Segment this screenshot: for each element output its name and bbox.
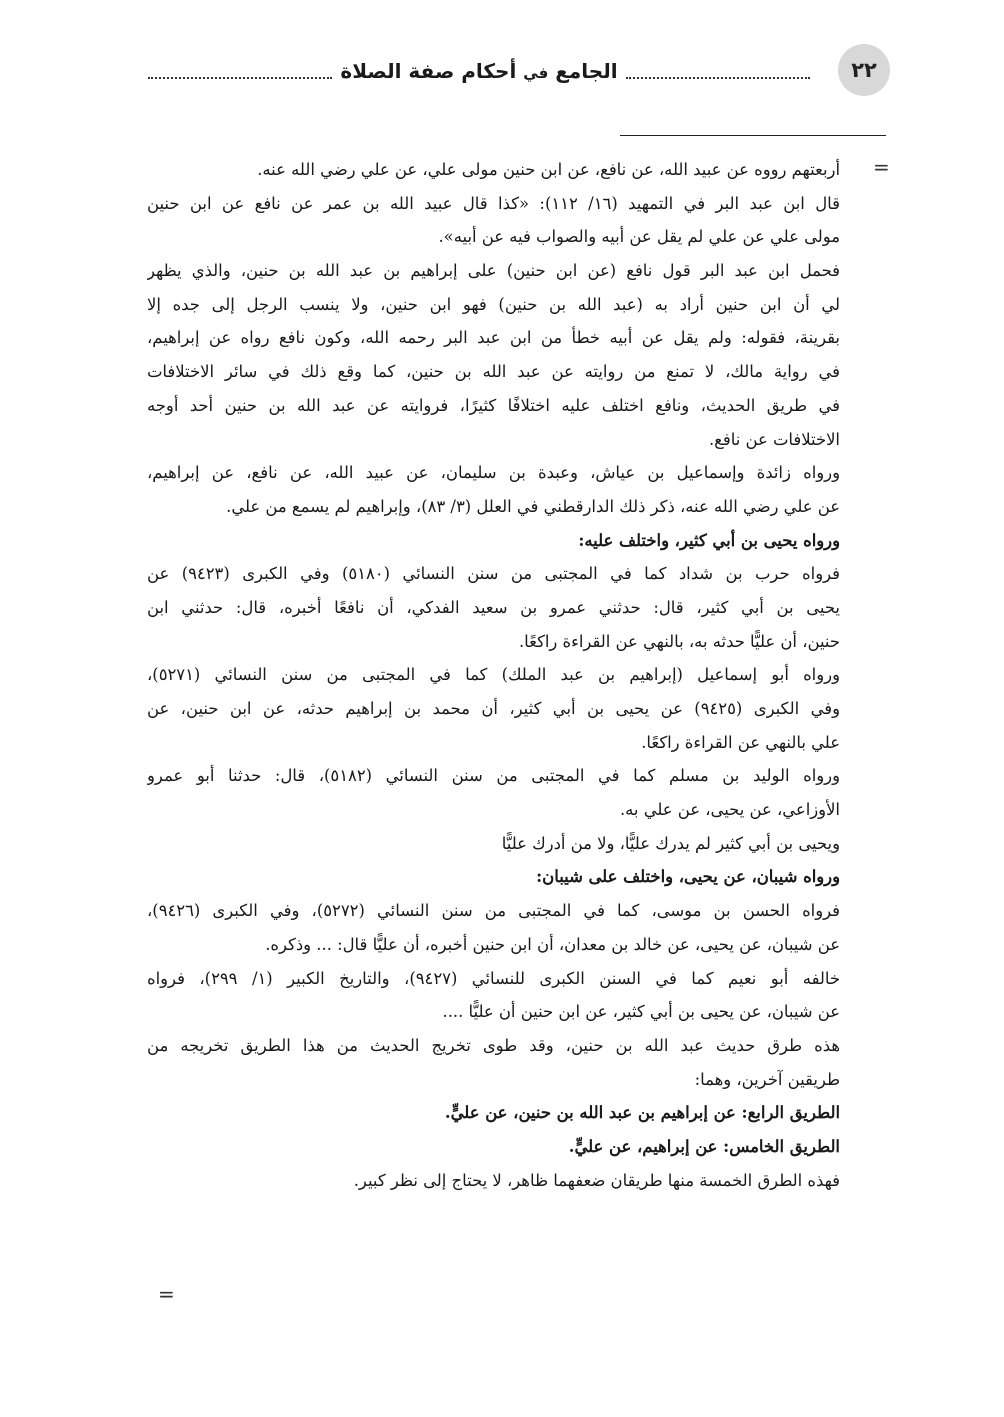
text-line: في رواية مالك، لا تمنع من روايته عن عبد الله بن حنين، كما وقع ذلك في سائر الاختلافات [147, 362, 840, 382]
footnote-separator [620, 135, 886, 136]
page-header [140, 44, 890, 100]
text-line: فهذه الطرق الخمسة منها طريقان ضعفهما ظاهر، لا يحتاج إلى نظر كبير. [353, 1170, 840, 1190]
text-line: بقرينة، فقوله: ولم يقل عن أبيه خطأ من ابن عبد البر رحمه الله، وكون نافع رواه عن إبراهيم، [147, 328, 840, 348]
text-line: الأوزاعي، عن يحيى، عن علي به. [619, 800, 840, 820]
subheading-line: ورواه يحيى بن أبي كثير، واختلف عليه: [578, 530, 840, 550]
footnote-continues-marker: = [158, 1282, 175, 1306]
text-line: عن علي رضي الله عنه، ذكر ذلك الدارقطني في العلل (٣/ ٨٣)، وإبراهيم لم يسمع من علي. [226, 496, 840, 516]
book-title-part1: الجامع [555, 59, 618, 83]
text-line: عن شيبان، عن يحيى، عن خالد بن معدان، أن ابن حنين أخبره، أن عليًّا قال: ... وذكره. [265, 934, 840, 954]
text-line: حنين، أن عليًّا حدثه به، بالنهي عن القراءة راكعًا. [518, 631, 840, 651]
text-line: في طريق الحديث، ونافع اختلف عليه اختلافًا كثيرًا، فروايته عن عبد الله بن حنين أحد أوجه [147, 395, 840, 415]
subheading-line: الطريق الرابع: عن إبراهيم بن عبد الله بن حنين، عن عليٍّ. [444, 1103, 840, 1123]
text-line: فحمل ابن عبد البر قول نافع (عن ابن حنين) على إبراهيم بن عبد الله بن حنين، والذي يظهر [147, 261, 840, 281]
subheading-line: الطريق الخامس: عن إبراهيم، عن عليٍّ. [568, 1136, 840, 1156]
subheading-line: ورواه شيبان، عن يحيى، واختلف على شيبان: [536, 867, 840, 887]
text-line: أربعتهم رووه عن عبيد الله، عن نافع، عن ابن حنين مولى علي، عن علي رضي الله عنه. [257, 160, 840, 179]
text-line: ويحيى بن أبي كثير لم يدرك عليًّا، ولا من أدرك عليًّا [501, 833, 840, 853]
leader-dots-left [148, 63, 332, 79]
text-line: فرواه حرب بن شداد كما في المجتبى من سنن النسائي (٥١٨٠) وفي الكبرى (٩٤٢٣) عن [147, 564, 840, 584]
text-line: لي أن ابن حنين أراد به (عبد الله بن حنين) فهو ابن حنين، ولا ينسب الرجل إلى جده إلا [147, 294, 840, 314]
text-line: يحيى بن أبي كثير، قال: حدثني عمرو بن سعيد الفدكي، أن نافعًا أخبره، قال: حدثني ابن [147, 597, 840, 617]
text-line: ورواه الوليد بن مسلم كما في المجتبى من سنن النسائي (٥١٨٢)، قال: حدثنا أبو عمرو [147, 766, 840, 786]
book-title-small: في [523, 64, 549, 82]
text-line: طريقين آخرين، وهما: [694, 1069, 840, 1089]
leader-dots-right [626, 63, 810, 79]
book-title-part2: أحكام صفة الصلاة [340, 59, 517, 83]
text-line: قال ابن عبد البر في التمهيد (١٦/ ١١٢): «كذا قال عبيد الله بن عمر عن نافع عن ابن حنين [147, 193, 840, 213]
text-line: علي بالنهي عن القراءة راكعًا. [641, 732, 840, 752]
footnote-continued-marker: = [873, 155, 890, 179]
text-line: هذه طرق حديث عبد الله بن حنين، وقد طوى تخريج الحديث من هذا الطريق تخريجه من [147, 1035, 840, 1055]
text-line: ورواه أبو إسماعيل (إبراهيم بن عبد الملك) كما في المجتبى من سنن النسائي (٥٢٧١)، [147, 665, 840, 685]
page-number-badge: ٢٢ [838, 44, 890, 96]
text-line: مولى علي عن علي لم يقل عن أبيه والصواب فيه عن أبيه». [438, 227, 840, 247]
running-title [140, 54, 818, 88]
text-line: خالفه أبو نعيم كما في السنن الكبرى للنسائي (٩٤٢٧)، والتاريخ الكبير (١/ ٢٩٩)، فرواه [147, 968, 840, 988]
text-line: عن شيبان، عن يحيى بن أبي كثير، عن ابن حنين أن عليًّا .... [442, 1002, 840, 1022]
text-line: ورواه زائدة وإسماعيل بن عياش، وعبدة بن سليمان، عن عبيد الله، عن نافع، عن إبراهيم، [147, 463, 840, 483]
text-line: الاختلافات عن نافع. [708, 429, 840, 449]
book-title [340, 59, 617, 83]
footnote-body [147, 153, 840, 1197]
text-line: فرواه الحسن بن موسى، كما في المجتبى من سنن النسائي (٥٢٧٢)، وفي الكبرى (٩٤٢٦)، [147, 901, 840, 921]
text-line: وفي الكبرى (٩٤٢٥) عن يحيى بن أبي كثير، أن محمد بن إبراهيم حدثه، عن ابن حنين، عن [147, 699, 840, 718]
